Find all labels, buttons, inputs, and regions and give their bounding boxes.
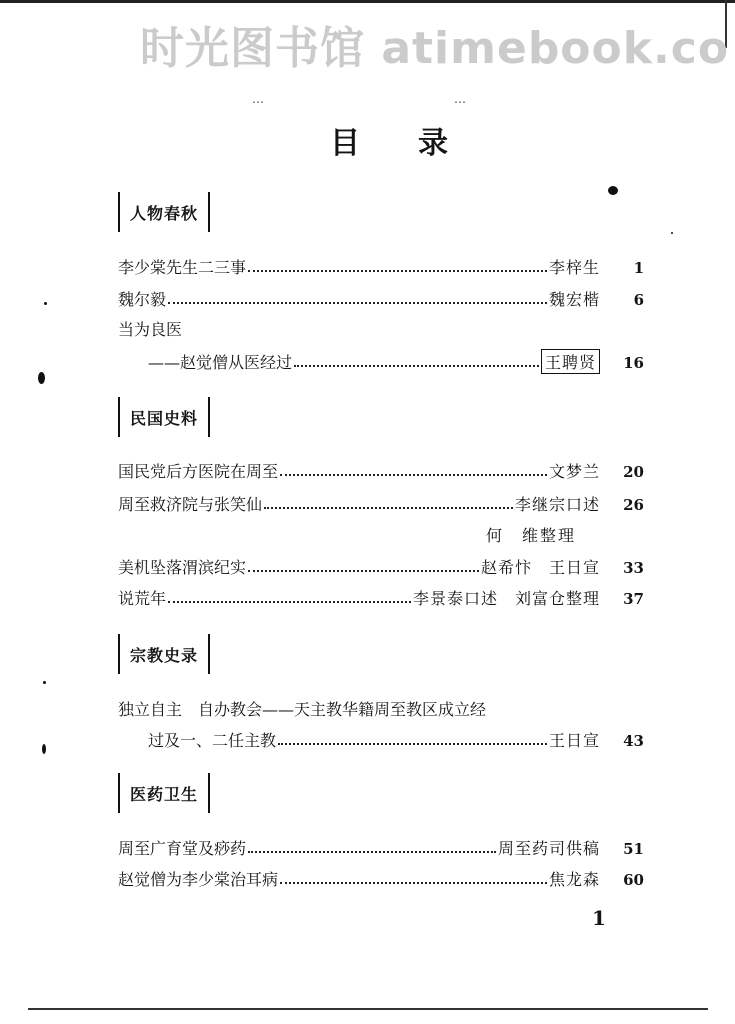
footer-page-number: 1	[592, 906, 606, 930]
dot-leader	[248, 261, 547, 272]
entry-title: 国民党后方医院在周至	[118, 462, 279, 481]
dot-leader	[168, 592, 411, 603]
section-header-figures	[118, 192, 210, 232]
entry-title: 魏尔毅	[118, 290, 167, 309]
entry-title: 说荒年	[118, 589, 167, 608]
scan-speck	[43, 681, 46, 684]
scan-speck	[608, 186, 618, 195]
dot-leader	[278, 734, 547, 745]
scan-speck	[38, 372, 45, 384]
entry-title: 过及一、二任主教	[148, 731, 277, 750]
entry-page: 1	[633, 259, 644, 277]
dot-leader	[280, 465, 547, 476]
toc-entry[interactable]	[148, 349, 644, 374]
dot-leader	[248, 561, 479, 572]
entry-page: 20	[623, 463, 644, 481]
entry-title-line1: 当为良医	[118, 320, 183, 339]
toc-entry[interactable]	[118, 555, 644, 578]
entry-title: 周至广育堂及痧药	[118, 839, 247, 858]
entry-title-line1: 独立自主 自办教会——天主教华籍周至教区成立经	[118, 700, 487, 719]
scan-speck	[42, 744, 46, 754]
entry-title: 赵觉僧为李少棠治耳病	[118, 870, 279, 889]
dot-leader	[280, 873, 547, 884]
section-label: 医药卫生	[130, 784, 199, 804]
toc-entry[interactable]	[118, 836, 644, 859]
entry-page: 6	[633, 291, 644, 309]
entry-author: 王聘贤	[541, 349, 600, 374]
entry-author: 魏宏楷	[548, 290, 600, 309]
entry-author: 李梓生	[548, 258, 600, 277]
toc-entry[interactable]	[118, 586, 644, 609]
entry-title: 周至救济院与张笑仙	[118, 495, 263, 514]
page-title: 目录	[330, 126, 506, 161]
section-header-religion	[118, 634, 210, 674]
section-label: 民国史料	[130, 408, 199, 428]
toc-entry[interactable]	[118, 867, 644, 890]
entry-title: 美机坠落渭滨纪实	[118, 558, 247, 577]
toc-entry[interactable]	[118, 255, 644, 278]
top-border-line	[0, 0, 735, 3]
dot-leader	[264, 498, 513, 509]
section-label: 宗教史录	[130, 645, 199, 665]
header-dots-right: …	[454, 92, 467, 106]
scan-speck	[44, 302, 47, 305]
entry-author: 李景泰口述 刘富仓整理	[412, 589, 600, 608]
entry-author: 赵希忭 王日宣	[480, 558, 600, 577]
dot-leader	[294, 356, 539, 367]
entry-author: 李继宗口述	[514, 495, 600, 514]
entry-page: 60	[623, 871, 644, 889]
toc-entry[interactable]	[148, 728, 644, 751]
entry-author: 文梦兰	[548, 462, 600, 481]
entry-page: 16	[623, 354, 644, 372]
entry-author: 焦龙森	[548, 870, 600, 889]
entry-author: 周至药司供稿	[497, 839, 600, 858]
header-dots-left: …	[252, 92, 265, 106]
entry-page: 43	[623, 732, 644, 750]
dot-leader	[168, 293, 547, 304]
section-header-medicine	[118, 773, 210, 813]
entry-page: 37	[623, 590, 644, 608]
scan-speck	[671, 232, 673, 234]
entry-title: 李少棠先生二三事	[118, 258, 247, 277]
toc-entry[interactable]	[118, 287, 644, 310]
bottom-border-line	[28, 1008, 708, 1010]
watermark: 时光图书馆 atimebook.co	[140, 23, 730, 74]
entry-page: 51	[623, 840, 644, 858]
entry-title: ——赵觉僧从医经过	[148, 353, 293, 372]
toc-entry[interactable]	[118, 492, 644, 515]
section-header-republic	[118, 397, 210, 437]
entry-page: 26	[623, 496, 644, 514]
toc-entry[interactable]	[118, 459, 644, 482]
dot-leader	[248, 842, 496, 853]
entry-author: 王日宣	[548, 731, 600, 750]
entry-author-line2: 何 维整理	[486, 526, 577, 545]
section-label: 人物春秋	[130, 203, 199, 223]
entry-page: 33	[623, 559, 644, 577]
